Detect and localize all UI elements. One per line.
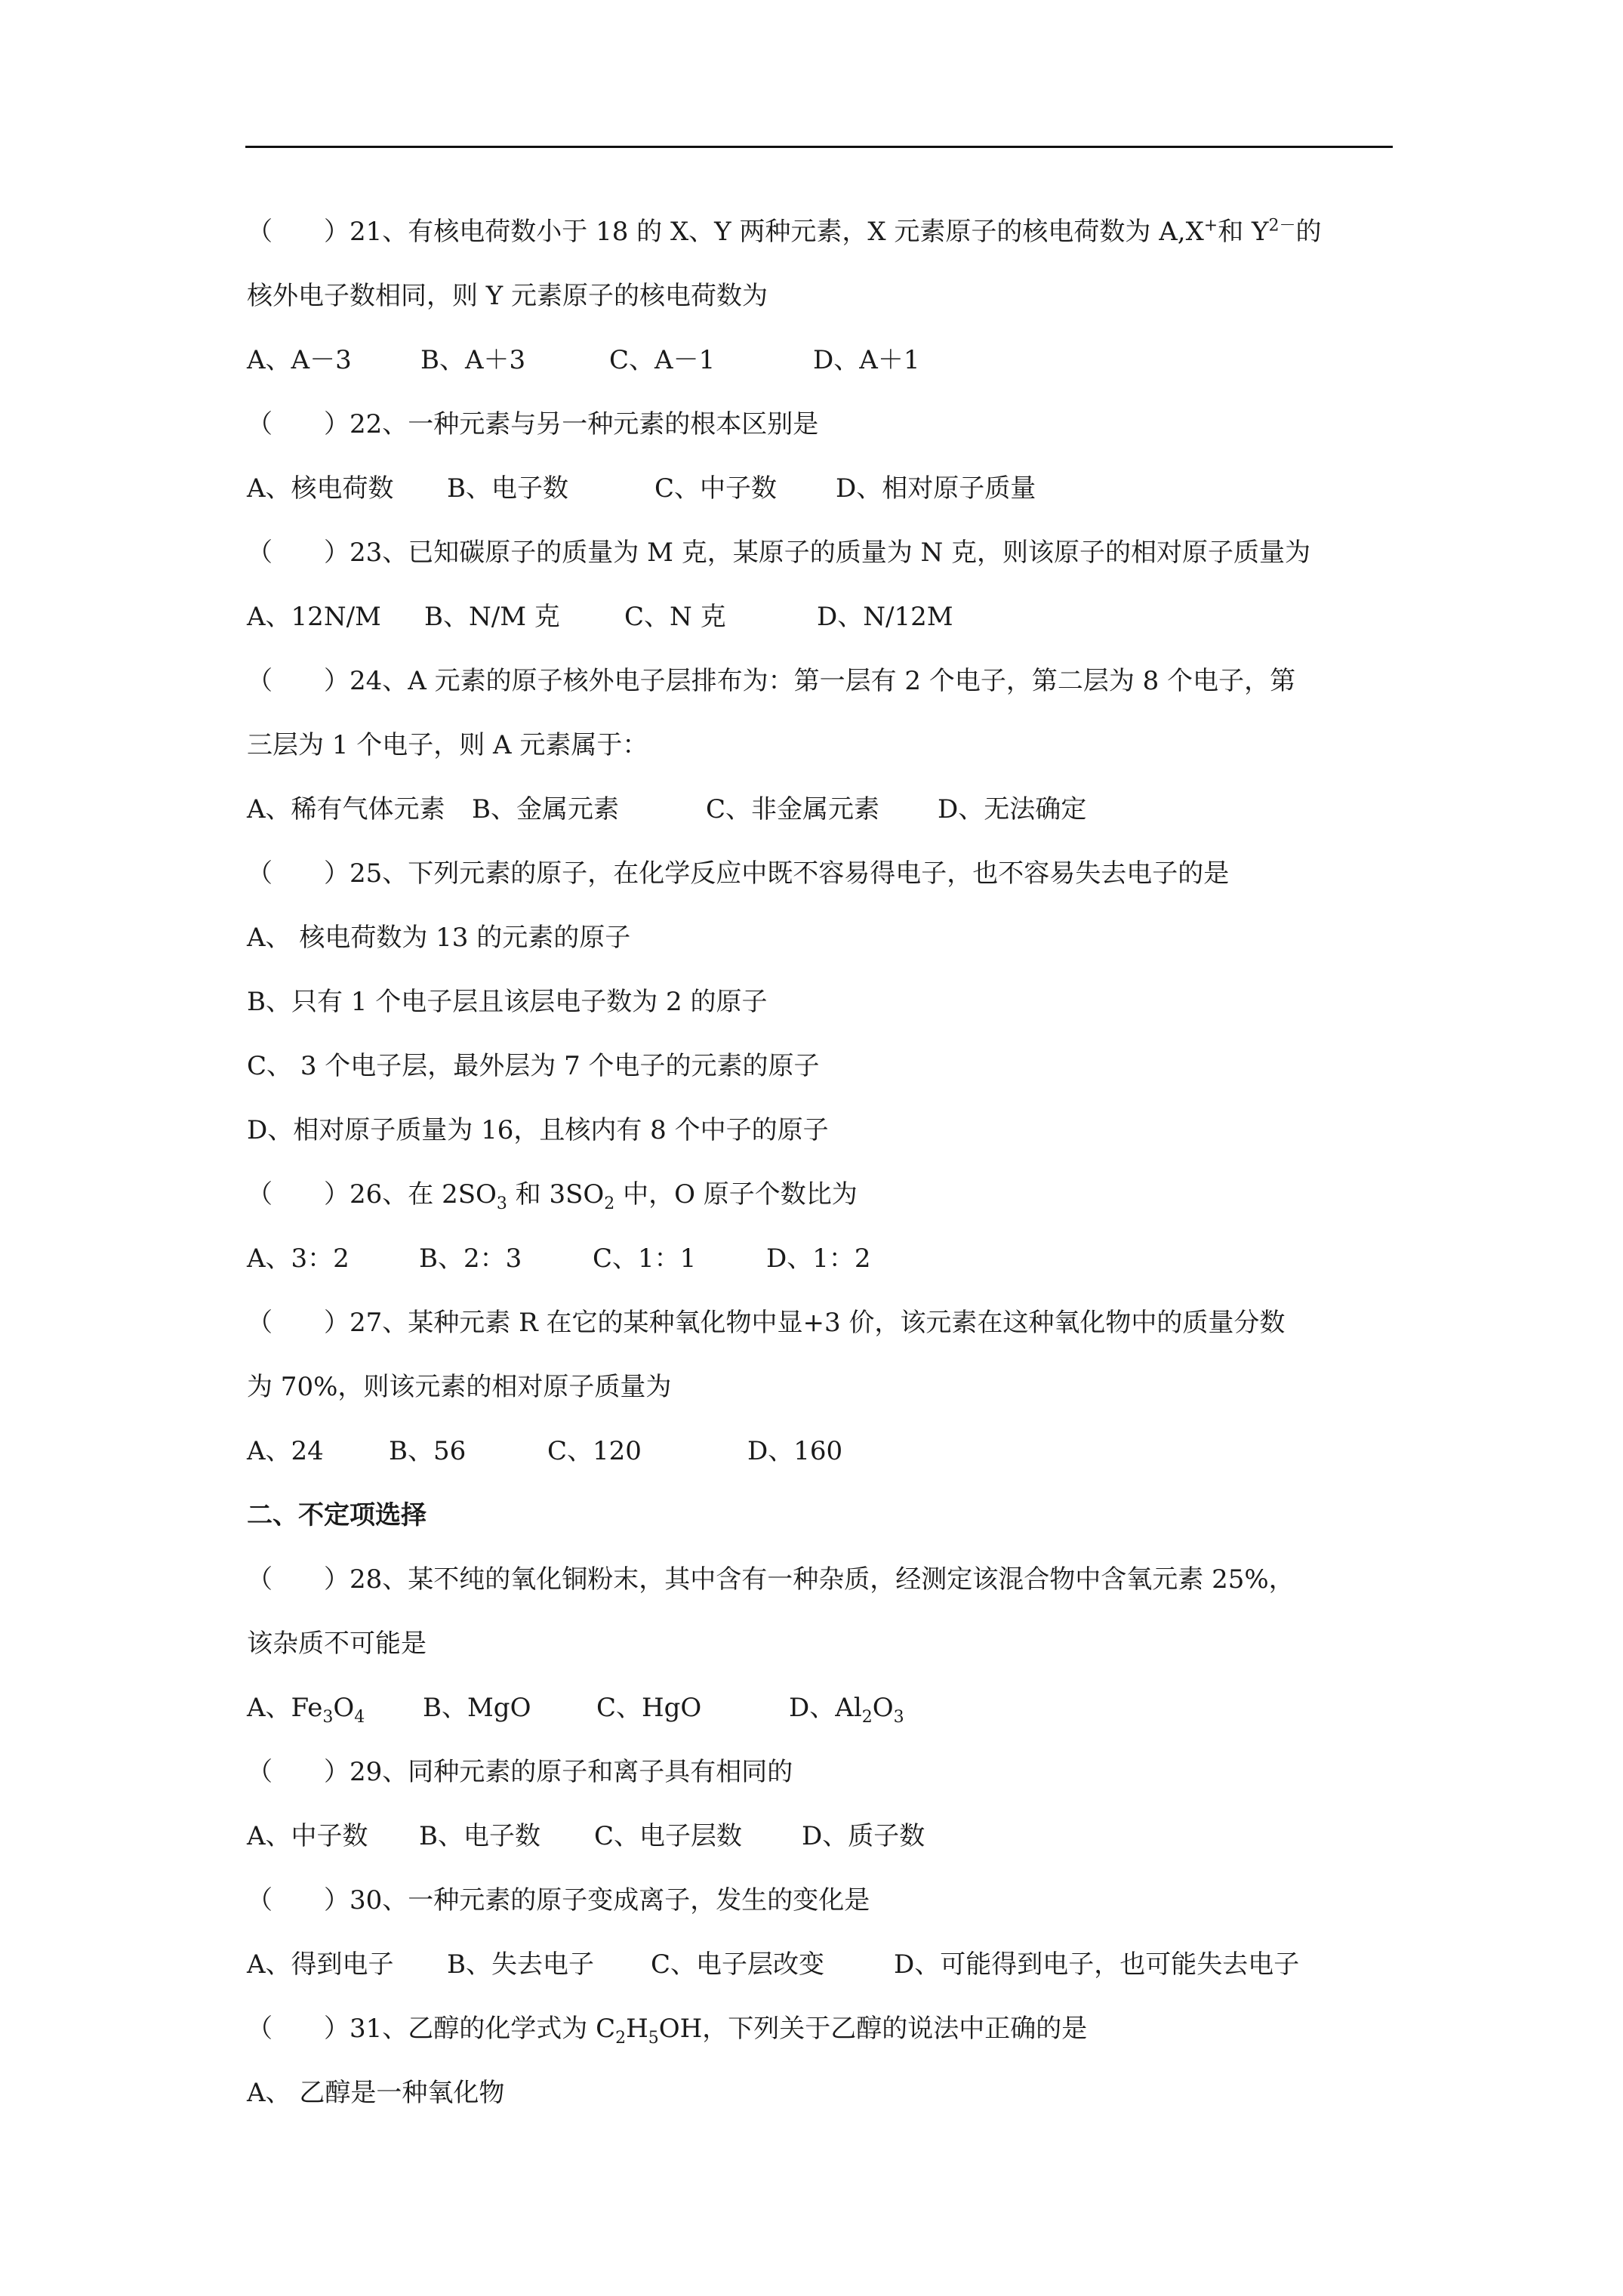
q27-options bbox=[247, 1435, 1402, 1468]
q28-option-b: B、MgO bbox=[423, 1693, 531, 1723]
q28-option-d: D、$Al_2O_3$ bbox=[789, 1693, 904, 1727]
q30-options bbox=[247, 1948, 1402, 1981]
q24-option-d: D、无法确定 bbox=[938, 794, 1087, 824]
section-heading: 二、不定项选择 bbox=[247, 1500, 427, 1530]
q23-options bbox=[247, 600, 1402, 633]
q25-option-a: A、 核电荷数为 13 的元素的原子 bbox=[247, 923, 631, 953]
q21-line2: 核外电子数相同，则 Y 元素原子的核电荷数为 bbox=[247, 281, 768, 311]
q22-option-d: D、相对原子质量 bbox=[836, 473, 1036, 504]
q26-stem: （ ）26、在 $2SO_3$ 和 $3SO_2$ 中，O 原子个数比为 bbox=[247, 1179, 858, 1213]
q28-option-c: C、HgO bbox=[596, 1693, 702, 1723]
q22-option-c: C、中子数 bbox=[654, 473, 778, 504]
q29-options bbox=[247, 1820, 1402, 1853]
q24-line2: 三层为 1 个电子，则 A 元素属于： bbox=[247, 730, 648, 760]
q26-option-d: D、1：2 bbox=[766, 1244, 871, 1274]
q27-line1: （ ）27、某种元素 R 在它的某种氧化物中显+3 价，该元素在这种氧化物中的质量分数 bbox=[247, 1308, 1286, 1338]
q29-option-d: D、质子数 bbox=[802, 1821, 925, 1851]
q31-option-a: A、 乙醇是一种氧化物 bbox=[247, 2078, 505, 2108]
q24-option-a: A、稀有气体元素 bbox=[247, 794, 445, 824]
q27-option-c: C、120 bbox=[547, 1436, 642, 1466]
q24-line1: （ ）24、A 元素的原子核外电子层排布为：第一层有 2 个电子，第二层为 8 个电子，第 bbox=[247, 666, 1296, 696]
q28-option-a: A、$Fe_3O_4$ bbox=[247, 1693, 365, 1727]
q21-line1: （ ）21、有核电荷数小于 18 的 X、Y 两种元素，X 元素原子的核电荷数为 A,X+和 $Y^{2-}$的 bbox=[247, 216, 1322, 247]
q27-option-d: D、160 bbox=[747, 1436, 843, 1466]
q27-line2: 为 70%，则该元素的相对原子质量为 bbox=[247, 1372, 672, 1402]
q30-option-a: A、得到电子 bbox=[247, 1949, 394, 1980]
q24-options bbox=[247, 793, 1402, 826]
q23-option-a: A、12N/M bbox=[247, 602, 381, 632]
q29-option-a: A、中子数 bbox=[247, 1821, 368, 1851]
q26-option-c: C、1：1 bbox=[593, 1244, 697, 1274]
q23-option-d: D、N/12M bbox=[817, 602, 953, 632]
q25-option-c: C、 3 个电子层，最外层为 7 个电子的元素的原子 bbox=[247, 1051, 820, 1081]
q27-option-a: A、24 bbox=[247, 1436, 324, 1466]
q21-option-b: B、A＋3 bbox=[420, 345, 526, 375]
q23-stem: （ ）23、已知碳原子的质量为 M 克，某原子的质量为 N 克，则该原子的相对原子质量为 bbox=[247, 538, 1311, 568]
q27-option-b: B、56 bbox=[389, 1436, 467, 1466]
q28-line1: （ ）28、某不纯的氧化铜粉末，其中含有一种杂质，经测定该混合物中含氧元素 25%， bbox=[247, 1564, 1295, 1595]
q22-option-b: B、电子数 bbox=[447, 473, 568, 504]
q22-option-a: A、核电荷数 bbox=[247, 473, 394, 504]
q26-options bbox=[247, 1242, 1402, 1275]
q25-option-d: D、相对原子质量为 16，且核内有 8 个中子的原子 bbox=[247, 1115, 829, 1145]
q25-option-b: B、只有 1 个电子层且该层电子数为 2 的原子 bbox=[247, 987, 768, 1017]
q29-option-c: C、电子层数 bbox=[594, 1821, 743, 1851]
q21-option-d: D、A＋1 bbox=[813, 345, 920, 375]
q30-option-c: C、电子层改变 bbox=[651, 1949, 825, 1980]
header-rule bbox=[245, 146, 1393, 148]
q30-option-d: D、可能得到电子，也可能失去电子 bbox=[894, 1949, 1300, 1980]
q21-options bbox=[247, 344, 1402, 377]
q23-option-c: C、N 克 bbox=[624, 602, 726, 632]
q25-stem: （ ）25、下列元素的原子，在化学反应中既不容易得电子，也不容易失去电子的是 bbox=[247, 858, 1230, 889]
q22-options bbox=[247, 472, 1402, 505]
q30-stem: （ ）30、一种元素的原子变成离子，发生的变化是 bbox=[247, 1885, 870, 1915]
q23-option-b: B、N/M 克 bbox=[424, 602, 560, 632]
q31-stem: （ ）31、乙醇的化学式为 $C_2H_5OH$，下列关于乙醇的说法中正确的是 bbox=[247, 2014, 1088, 2048]
q24-option-c: C、非金属元素 bbox=[706, 794, 880, 824]
q26-option-a: A、3：2 bbox=[247, 1244, 350, 1274]
q26-option-b: B、2：3 bbox=[419, 1244, 522, 1274]
q29-option-b: B、电子数 bbox=[419, 1821, 540, 1851]
q28-options bbox=[247, 1691, 1402, 1727]
q28-line2: 该杂质不可能是 bbox=[247, 1629, 427, 1659]
q21-option-a: A、A－3 bbox=[247, 345, 352, 375]
q29-stem: （ ）29、同种元素的原子和离子具有相同的 bbox=[247, 1757, 793, 1787]
q30-option-b: B、失去电子 bbox=[447, 1949, 594, 1980]
q24-option-b: B、金属元素 bbox=[472, 794, 619, 824]
q21-option-c: C、A－1 bbox=[609, 345, 716, 375]
q22-stem: （ ）22、一种元素与另一种元素的根本区别是 bbox=[247, 409, 819, 439]
